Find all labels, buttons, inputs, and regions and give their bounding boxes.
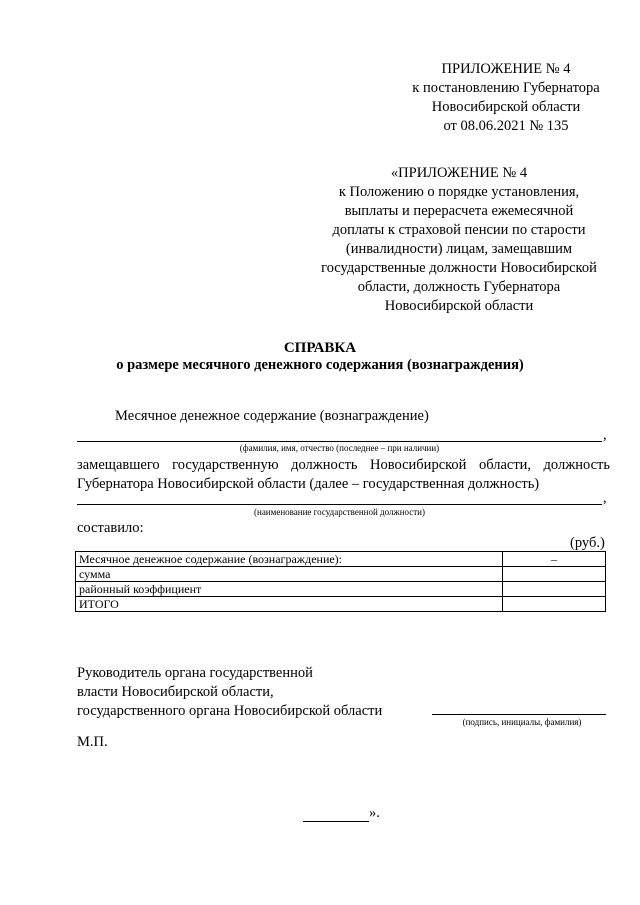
regulation-line: доплаты к страховой пенсии по старости	[332, 222, 586, 238]
signature-line-text: власти Новосибирской области,	[77, 684, 274, 700]
signature-block	[77, 664, 382, 721]
comma: ,	[603, 427, 607, 443]
signature-line-text: Руководитель органа государственной	[77, 665, 313, 681]
table-cell-label: ИТОГО	[76, 597, 503, 612]
document-title: СПРАВКА	[283, 340, 357, 356]
table-cell-value	[503, 597, 606, 612]
regulation-line: выплаты и перерасчета ежемесячной	[344, 203, 574, 219]
attachment-line: к постановлению Губернатора	[412, 80, 600, 96]
table-cell-label: Месячное денежное содержание (вознаграждение):	[76, 552, 503, 567]
name-fill-line	[77, 441, 602, 442]
attachment-line: ПРИЛОЖЕНИЕ № 4	[441, 61, 571, 77]
table-row	[76, 567, 606, 582]
position-caption: (наименование государственной должности)	[254, 507, 425, 517]
signature-caption: (подпись, инициалы, фамилия)	[462, 717, 582, 727]
position-fill-line	[77, 504, 602, 505]
regulation-line: «ПРИЛОЖЕНИЕ № 4	[390, 165, 528, 181]
table-cell-label: районный коэффициент	[76, 582, 503, 597]
table-row	[76, 597, 606, 612]
seal-mark: М.П.	[77, 734, 108, 750]
intro-text: Месячное денежное содержание (вознаграждение)	[115, 408, 429, 424]
regulation-line: области, должность Губернатора	[357, 279, 561, 295]
signature-fill-line	[432, 714, 606, 715]
document-subtitle: о размере месячного денежного содержания (вознаграждения)	[116, 357, 524, 373]
table-cell-value: –	[503, 552, 606, 567]
attachment-line: от 08.06.2021 № 135	[443, 118, 569, 134]
table-row	[76, 552, 606, 567]
closing-quote: ».	[369, 805, 380, 821]
name-caption: (фамилия, имя, отчество (последнее – при наличии)	[239, 443, 440, 453]
currency-unit: (руб.)	[570, 535, 605, 551]
regulation-line: к Положению о порядке установления,	[338, 184, 580, 200]
attachment-header	[395, 60, 617, 136]
comma: ,	[603, 490, 607, 506]
signature-line-text: государственного органа Новосибирской области	[77, 703, 383, 719]
table-row	[76, 582, 606, 597]
closing-fill-line	[303, 821, 369, 822]
regulation-line: Новосибирской области	[384, 298, 534, 314]
position-text-line-1: замещавшего государственную должность Новосибирской области, должность	[77, 457, 610, 473]
table-cell-value	[503, 567, 606, 582]
table-cell-value	[503, 582, 606, 597]
position-text-line-2: Губернатора Новосибирской области (далее – государственная должность)	[77, 476, 540, 492]
regulation-line: (инвалидности) лицам, замещавшим	[345, 241, 573, 257]
regulation-header	[298, 164, 620, 316]
regulation-line: государственные должности Новосибирской	[321, 260, 597, 276]
composed-text: составило:	[77, 520, 144, 536]
salary-table	[75, 551, 606, 612]
table-cell-label: сумма	[76, 567, 503, 582]
attachment-line: Новосибирской области	[431, 99, 581, 115]
